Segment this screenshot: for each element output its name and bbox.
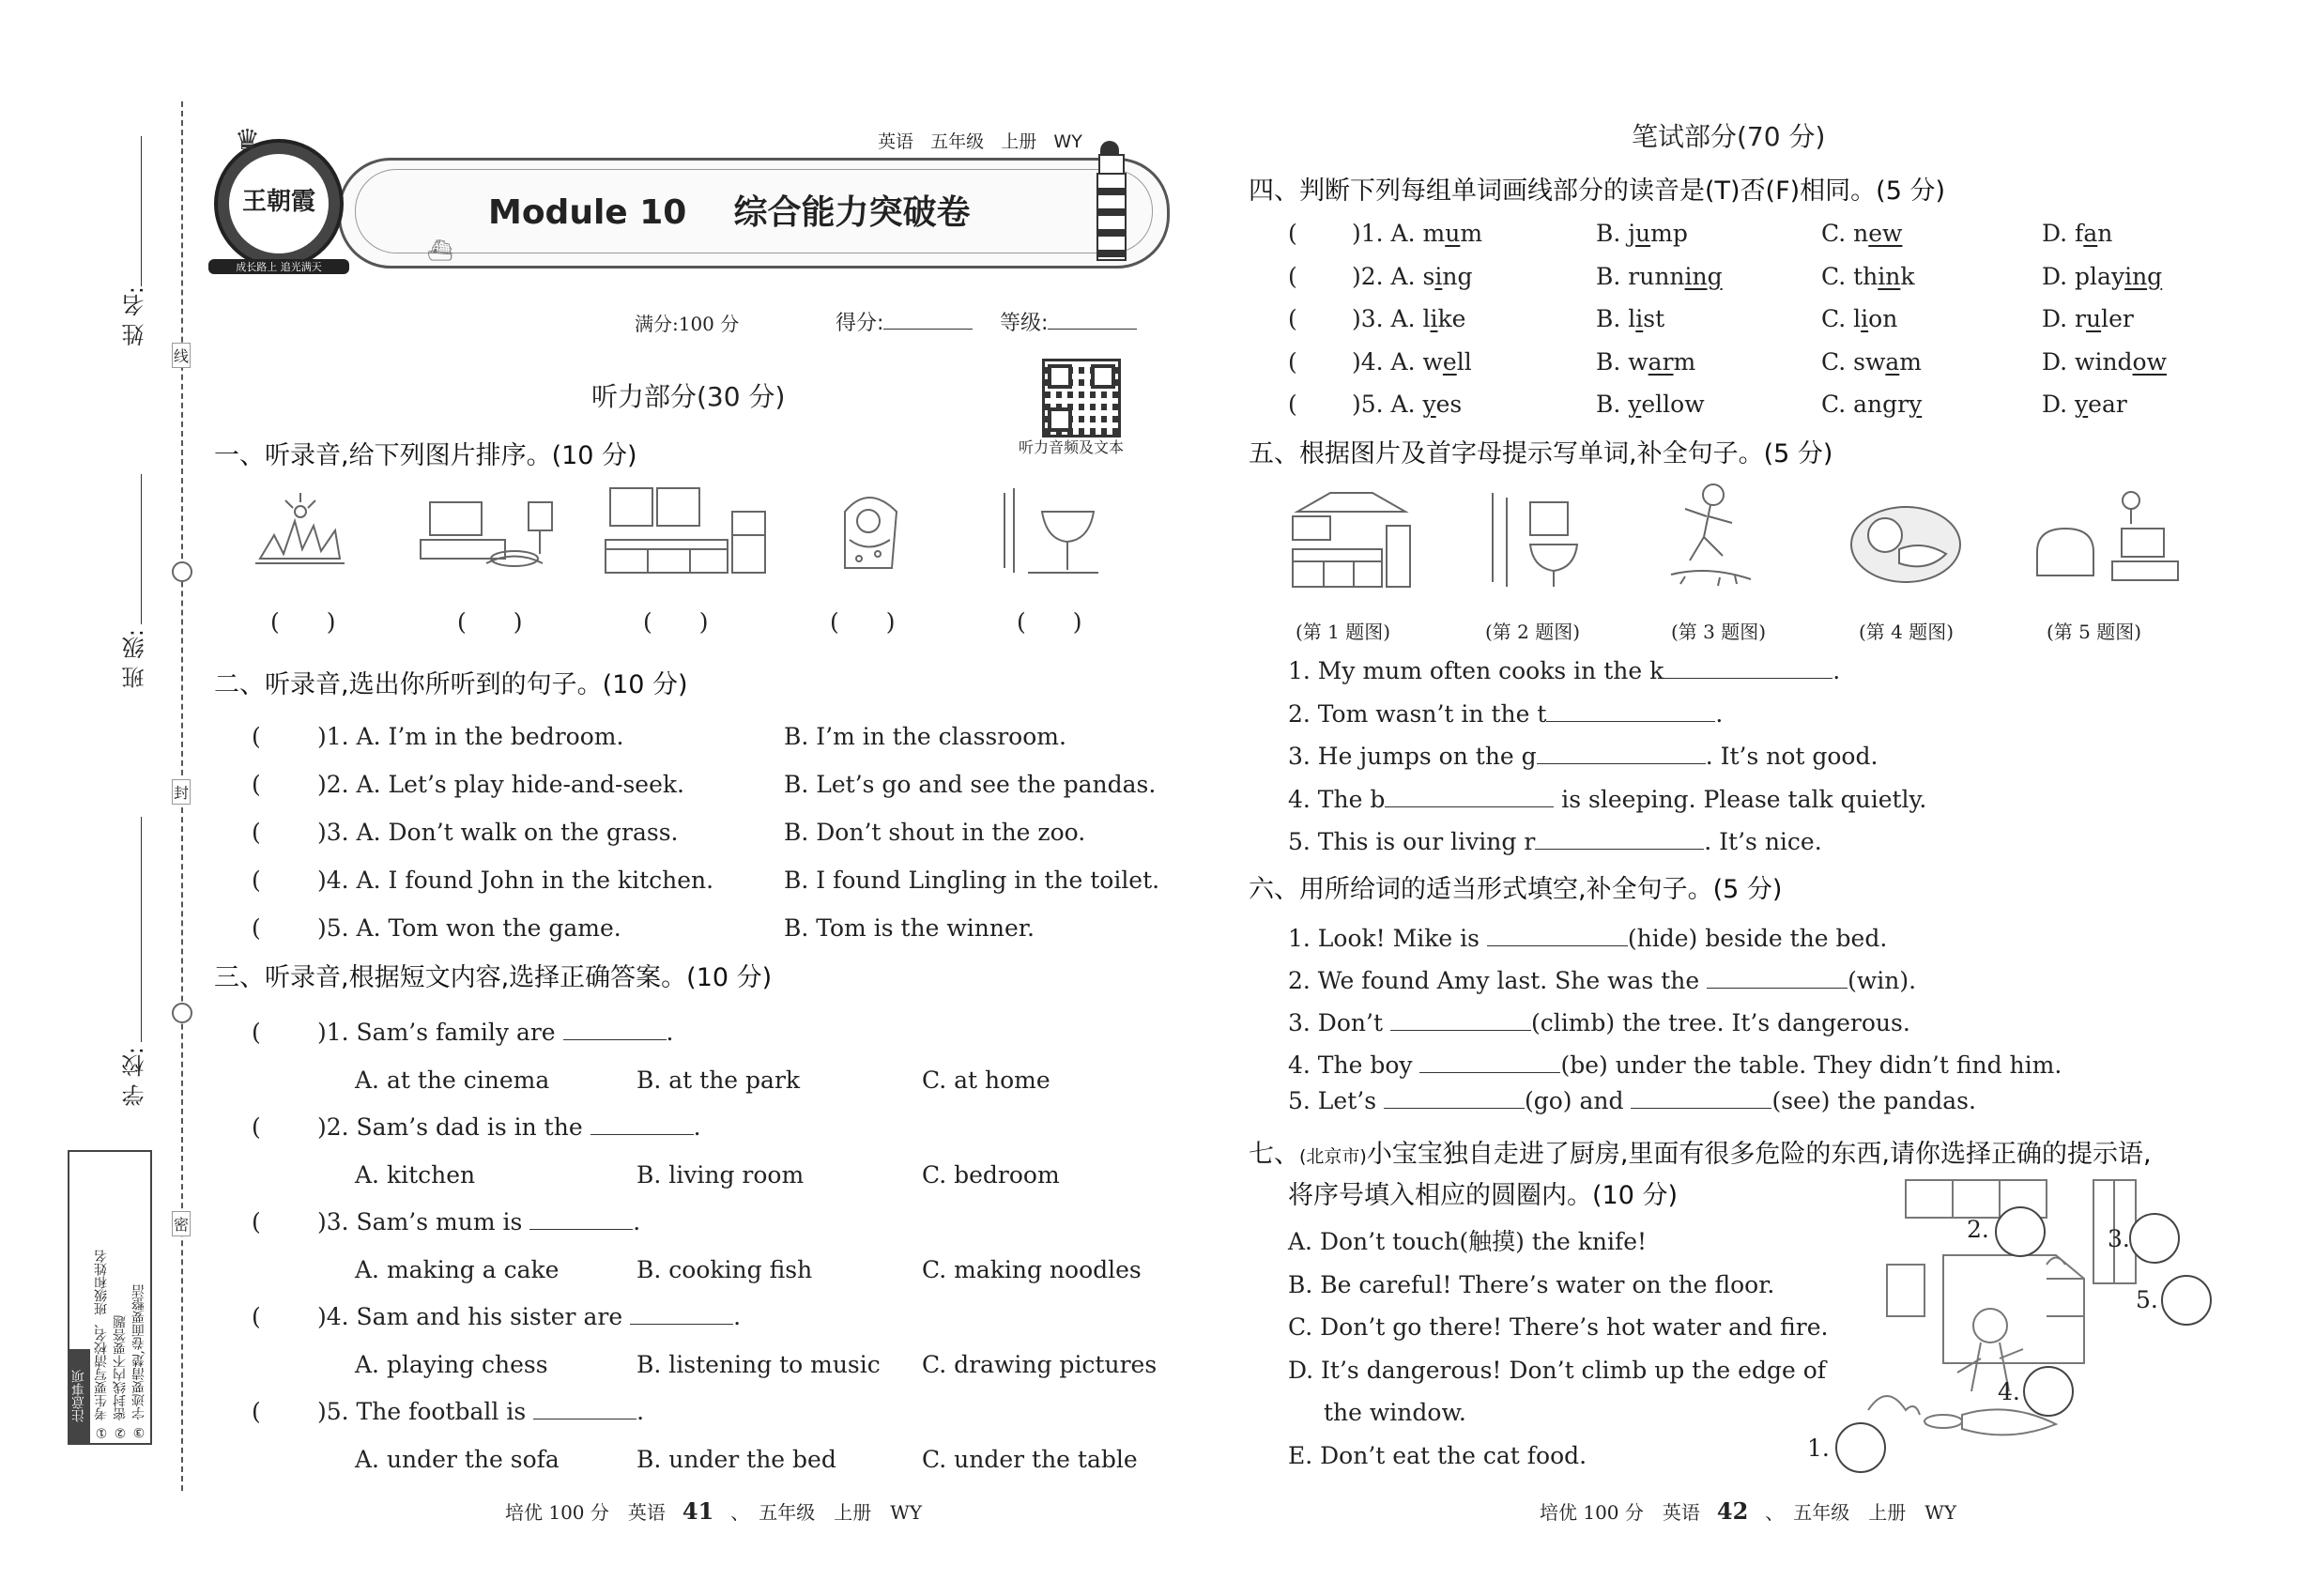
s7-circle-label-3: 3. xyxy=(2108,1225,2130,1252)
s4-word-5-c xyxy=(1821,391,1922,419)
s4-word-2-d xyxy=(2042,263,2162,291)
s2-answer-paren-4[interactable]: ( xyxy=(252,867,261,894)
s4-underlined-part: ing xyxy=(1684,262,1723,290)
s4-underlined-part: ar xyxy=(1648,347,1674,376)
s4-label: )1. A. xyxy=(1352,220,1423,247)
s3-blank-3[interactable] xyxy=(529,1208,633,1230)
s4-word-part: n xyxy=(2097,220,2113,247)
footer-left: 培优 100 分 英语 41 、 五年级 上册 WY xyxy=(505,1497,923,1525)
s4-word-part: mp xyxy=(1650,220,1688,247)
s4-word-part: B. j xyxy=(1596,220,1636,247)
s3-option-3-a: A. making a cake xyxy=(355,1256,560,1283)
s4-underlined-part: u xyxy=(2086,305,2102,332)
s3-answer-paren-4[interactable]: ( xyxy=(252,1303,261,1330)
s4-word-part: m xyxy=(1422,220,1446,247)
brand-slogan: 成长路上 追光满天 xyxy=(208,259,349,274)
footer-right: 培优 100 分 英语 42 、 五年级 上册 WY xyxy=(1540,1497,1957,1525)
s3-blank-2[interactable] xyxy=(590,1113,694,1135)
notice-item-2: ② 密封线内不要答题 xyxy=(113,1314,128,1439)
s4-underlined-part: y xyxy=(1422,391,1436,418)
school-label: 学 校: xyxy=(122,1047,148,1107)
s4-word-4-b xyxy=(1596,348,1695,376)
s4-word-part: ke xyxy=(1437,305,1466,332)
s7-circle-5[interactable] xyxy=(2161,1275,2212,1326)
s7-kitchen-picture xyxy=(1849,1175,2140,1448)
page-number-right: 42 xyxy=(1716,1497,1749,1525)
s5-blank-5[interactable] xyxy=(1535,828,1704,850)
s5-caption-3: (第 3 题图) xyxy=(1671,621,1767,643)
s2-option-b-4: B. I found Lingling in the toilet. xyxy=(784,867,1160,894)
notice-item-3: ③ 字迹要清楚,卷面要整洁 xyxy=(131,1284,146,1439)
s2-option-b-1: B. I’m in the classroom. xyxy=(784,723,1066,750)
s3-question-text: )3. Sam’s mum is xyxy=(317,1208,523,1235)
s7-circle-4[interactable] xyxy=(2023,1366,2074,1417)
s6-blank-3[interactable] xyxy=(1390,1009,1531,1031)
s4-underlined-part: i xyxy=(1861,305,1869,332)
s2-title: 二、听录音,选出你所听到的句子。(10 分) xyxy=(214,670,688,699)
s7-num: 七、 xyxy=(1249,1140,1299,1169)
s4-underlined-part: u xyxy=(1635,220,1651,247)
s4-word-part: B. w xyxy=(1596,347,1648,376)
s1-paren-4[interactable]: ( ) xyxy=(830,608,896,636)
s4-word-part: k xyxy=(1900,262,1915,290)
s5-item-text: 4. The b xyxy=(1288,785,1386,813)
s5-item-text: . It’s not good. xyxy=(1705,743,1878,770)
s6-item-1 xyxy=(1288,925,1887,953)
s4-underlined-part: i xyxy=(1434,262,1443,290)
s4-word-part: D. play xyxy=(2042,262,2125,290)
s3-answer-paren-3[interactable]: ( xyxy=(252,1208,261,1235)
s4-word-3-c xyxy=(1821,305,1897,333)
s4-underlined-part: ew xyxy=(1868,220,1903,247)
s3-question-3: )3. Sam’s mum is . xyxy=(317,1208,641,1235)
s5-item-text: . xyxy=(1832,657,1841,684)
s5-item-text: is sleeping. Please talk quietly. xyxy=(1554,785,1927,813)
s4-underlined-part: a xyxy=(1885,347,1900,376)
s2-option-b-5: B. Tom is the winner. xyxy=(784,914,1035,942)
notice-box xyxy=(68,1150,152,1445)
s5-item-text: 1. My mum often cooks in the k xyxy=(1288,657,1664,684)
s5-picture-sleeping-baby xyxy=(1848,493,1965,591)
listening-heading: 听力部分(30 分) xyxy=(591,381,786,412)
s4-word-5-b xyxy=(1596,391,1705,419)
s4-word-part: l xyxy=(1422,305,1431,332)
s6-title: 六、用所给词的适当形式填空,补全句子。(5 分) xyxy=(1249,875,1783,904)
school-line xyxy=(141,817,142,1042)
picture-toilet xyxy=(1000,483,1103,577)
s2-answer-paren-5[interactable]: ( xyxy=(252,914,261,942)
s4-underlined-part: y xyxy=(2075,391,2089,418)
s4-word-2-b xyxy=(1596,263,1723,291)
s5-blank-3[interactable] xyxy=(1537,743,1706,764)
s4-underlined-part: ow xyxy=(2132,347,2167,376)
s5-item-1 xyxy=(1288,657,1840,685)
s4-underlined-part: in xyxy=(1878,262,1901,290)
s5-item-text: . xyxy=(1715,699,1724,728)
s3-answer-paren-5[interactable]: ( xyxy=(252,1398,261,1425)
s6-item-text: 3. Don’t xyxy=(1288,1009,1390,1036)
s5-blank-2[interactable] xyxy=(1546,700,1715,722)
s6-given-word: (win) xyxy=(1848,967,1909,994)
s7-option-5: the window. xyxy=(1324,1399,1466,1426)
s4-underlined-part: ing xyxy=(2124,262,2163,290)
s4-word-part: ellow xyxy=(1641,391,1705,418)
s5-picture-jumping-boy xyxy=(1662,481,1756,591)
s4-word-part: C. l xyxy=(1821,305,1862,332)
s7-circle-label-4: 4. xyxy=(1998,1378,2020,1405)
s2-option-a-2: )2. A. Let’s play hide-and-seek. xyxy=(317,771,684,798)
page-number-left: 41 xyxy=(682,1497,714,1525)
s3-option-2-c: C. bedroom xyxy=(922,1161,1060,1189)
s4-word-part: m xyxy=(1899,347,1922,376)
s4-word-1-c xyxy=(1821,220,1902,248)
s6-item-text: under the table. They didn’t find him. xyxy=(1607,1051,2062,1079)
binding-hole-1 xyxy=(172,561,192,582)
s4-word-part: m xyxy=(1460,220,1483,247)
s1-paren-1[interactable]: ( ) xyxy=(270,608,336,636)
s2-option-a-3: )3. A. Don’t walk on the grass. xyxy=(317,819,679,846)
s1-title: 一、听录音,给下列图片排序。(10 分) xyxy=(214,441,637,470)
s3-option-4-a: A. playing chess xyxy=(355,1351,548,1378)
s6-given-word: (be) xyxy=(1560,1051,1608,1079)
s7-circle-3[interactable] xyxy=(2129,1213,2180,1264)
s4-word-part: ll xyxy=(1456,347,1472,376)
s6-item-text: . xyxy=(1909,967,1917,994)
s4-word-4-d xyxy=(2042,348,2167,376)
s3-question-4: )4. Sam and his sister are . xyxy=(317,1303,742,1330)
s5-caption-2: (第 2 题图) xyxy=(1485,621,1581,643)
picture-living-room xyxy=(411,483,561,577)
s4-word-part: D. wind xyxy=(2042,347,2133,376)
page-title xyxy=(488,186,971,234)
s4-underlined-part: y xyxy=(1909,391,1923,418)
picture-fireworks xyxy=(246,483,354,577)
s7-circle-label-5: 5. xyxy=(2136,1286,2158,1313)
s4-answer-paren-5[interactable]: ( xyxy=(1288,391,1297,418)
s4-title: 四、判断下列每组单词画线部分的读音是(T)否(F)相同。(5 分) xyxy=(1249,176,1945,206)
s3-option-1-a: A. at the cinema xyxy=(355,1067,550,1094)
s3-question-text: )4. Sam and his sister are xyxy=(317,1303,623,1330)
s3-option-1-c: C. at home xyxy=(922,1067,1050,1094)
score-got: 得分: xyxy=(836,308,973,338)
s4-word-3-a xyxy=(1352,305,1465,333)
s7-title-text: 小宝宝独自走进了厨房,里面有很多危险的东西,请你选择正确的提示语, xyxy=(1366,1140,2152,1169)
notice-title: 注意事项 xyxy=(69,1349,90,1443)
s4-word-part: w xyxy=(1422,347,1443,376)
s6-blank-2[interactable] xyxy=(1707,967,1848,989)
s6-item-3 xyxy=(1288,1009,1910,1037)
s5-caption-5: (第 5 题图) xyxy=(2047,621,2142,643)
s4-word-5-d xyxy=(2042,391,2127,419)
s4-word-part: ear xyxy=(2088,391,2127,418)
s1-paren-2[interactable]: ( ) xyxy=(457,608,523,636)
binding-hole-2 xyxy=(172,1003,192,1023)
s3-blank-5[interactable] xyxy=(533,1398,636,1420)
title-module: Module 10 xyxy=(488,193,687,232)
meta-volume: 上册 xyxy=(1001,131,1037,152)
s4-answer-paren-4[interactable]: ( xyxy=(1288,347,1297,376)
s4-word-part: D. f xyxy=(2042,220,2084,247)
s5-blank-4[interactable] xyxy=(1385,786,1554,807)
s3-question-5: )5. The football is . xyxy=(317,1398,645,1425)
s4-label: )3. A. xyxy=(1352,305,1423,332)
s3-blank-4[interactable] xyxy=(630,1303,733,1325)
s4-word-2-c xyxy=(1821,263,1915,291)
s4-word-3-d xyxy=(2042,305,2134,333)
s4-word-part: s xyxy=(1422,262,1435,290)
s3-title: 三、听录音,根据短文内容,选择正确答案。(10 分) xyxy=(214,963,773,992)
s4-label: )4. A. xyxy=(1352,347,1423,376)
s6-item-2 xyxy=(1288,967,1916,995)
s6-blank-5b[interactable] xyxy=(1631,1087,1771,1109)
s2-answer-paren-3[interactable]: ( xyxy=(252,819,261,846)
s4-word-part: D. xyxy=(2042,391,2076,418)
meta-subject: 英语 xyxy=(878,131,914,152)
s2-answer-paren-2[interactable]: ( xyxy=(252,771,261,798)
s5-title: 五、根据图片及首字母提示写单词,补全句子。(5 分) xyxy=(1249,439,1833,468)
s3-option-3-c: C. making noodles xyxy=(922,1256,1142,1283)
score-full: 满分:100 分 xyxy=(635,313,740,335)
qr-caption: 听力音频及文本 xyxy=(1019,438,1125,456)
s4-answer-paren-3[interactable]: ( xyxy=(1288,305,1297,332)
s4-word-1-b xyxy=(1596,220,1688,248)
brand-crown-icon: ♛ xyxy=(235,124,260,157)
s4-word-part: st xyxy=(1643,305,1665,332)
s5-item-3 xyxy=(1288,743,1878,771)
brand-logo xyxy=(214,139,344,273)
s6-item-text: 2. We found Amy last. She was the xyxy=(1288,967,1708,994)
title-cn: 综合能力突破卷 xyxy=(733,193,971,232)
s4-word-part: C. th xyxy=(1821,262,1878,290)
grade-level: 等级: xyxy=(1000,308,1137,338)
s1-paren-5[interactable]: ( ) xyxy=(1017,608,1082,636)
s5-caption-4: (第 4 题图) xyxy=(1859,621,1955,643)
name-line xyxy=(141,136,142,286)
s1-paren-3[interactable]: ( ) xyxy=(643,608,709,636)
s7-tag: (北京市) xyxy=(1299,1146,1367,1167)
s3-option-5-c: C. under the table xyxy=(922,1446,1138,1473)
s3-question-text: )5. The football is xyxy=(317,1398,527,1425)
s4-word-4-a xyxy=(1352,348,1472,376)
s7-circle-1[interactable] xyxy=(1835,1422,1886,1473)
s2-option-a-1: )1. A. I’m in the bedroom. xyxy=(317,723,624,750)
writing-heading: 笔试部分(70 分) xyxy=(1632,121,1826,152)
s4-word-part: on xyxy=(1868,305,1898,332)
class-line xyxy=(141,474,142,624)
s3-question-2: )2. Sam’s dad is in the . xyxy=(317,1113,701,1141)
s4-answer-paren-1[interactable]: ( xyxy=(1288,220,1297,247)
s5-item-text: 2. Tom wasn’t in the t xyxy=(1288,699,1547,728)
header-meta xyxy=(878,128,1082,153)
picture-kitchen xyxy=(601,483,774,577)
cut-line-char-2: 封 xyxy=(172,779,191,805)
class-label: 班 级: xyxy=(122,629,148,689)
s4-label: )5. A. xyxy=(1352,391,1423,418)
s4-word-5-a xyxy=(1352,391,1462,419)
s4-word-1-a xyxy=(1352,220,1482,248)
s4-word-3-b xyxy=(1596,305,1664,333)
s5-blank-1[interactable] xyxy=(1664,657,1832,679)
s6-given-word: (hide) xyxy=(1627,925,1698,952)
s6-item-text: 4. The boy xyxy=(1288,1051,1420,1079)
s4-underlined-part: i xyxy=(1635,305,1644,332)
notice-item-1: ① 考生要写清校名、班级和姓名 xyxy=(94,1249,109,1439)
s3-option-4-c: C. drawing pictures xyxy=(922,1351,1158,1378)
s3-question-text: )1. Sam’s family are xyxy=(317,1019,556,1046)
s4-word-4-c xyxy=(1821,348,1922,376)
s2-option-b-2: B. Let’s go and see the pandas. xyxy=(784,771,1157,798)
s4-word-part: C. sw xyxy=(1821,347,1886,376)
s6-given-word: (climb) xyxy=(1530,1009,1616,1036)
s3-option-2-b: B. living room xyxy=(636,1161,805,1189)
s4-answer-paren-2[interactable]: ( xyxy=(1288,262,1297,290)
s4-word-part: m xyxy=(1673,347,1696,376)
s4-word-part: ler xyxy=(2101,305,2134,332)
s3-option-5-a: A. under the sofa xyxy=(355,1446,560,1473)
s3-blank-1[interactable] xyxy=(563,1019,667,1040)
s4-underlined-part: y xyxy=(1628,391,1642,418)
s3-question-1: )1. Sam’s family are . xyxy=(317,1019,674,1046)
qr-code-icon[interactable] xyxy=(1042,359,1121,437)
lighthouse-icon xyxy=(1091,141,1128,258)
s6-item-5: 5. Let’s (go) and (see) the pandas. xyxy=(1288,1087,1976,1114)
s5-item-4 xyxy=(1288,786,1926,814)
s6-item-text: the tree. It’s dangerous. xyxy=(1615,1009,1910,1036)
cut-line-char-3: 密 xyxy=(172,1211,191,1236)
s7-option-3: C. Don’t go there! There’s hot water and fire. xyxy=(1288,1313,1829,1341)
s2-option-b-3: B. Don’t shout in the zoo. xyxy=(784,819,1086,846)
s5-picture-toilet xyxy=(1488,488,1591,591)
s7-option-6: E. Don’t eat the cat food. xyxy=(1288,1441,1587,1469)
s3-option-1-b: B. at the park xyxy=(636,1067,801,1094)
s4-word-1-d xyxy=(2042,220,2112,248)
s5-caption-1: (第 1 题图) xyxy=(1296,621,1391,643)
s5-item-2 xyxy=(1288,700,1723,729)
s5-item-text: 5. This is our living r xyxy=(1288,828,1536,855)
s7-circle-label-1: 1. xyxy=(1807,1435,1830,1462)
meta-grade: 五年级 xyxy=(930,131,985,152)
s6-item-4 xyxy=(1288,1051,2062,1080)
picture-hiding-girl xyxy=(817,483,920,577)
s6-item-text: 1. Look! Mike is xyxy=(1288,925,1487,952)
s5-item-text: 3. He jumps on the g xyxy=(1288,743,1537,770)
s4-word-2-a xyxy=(1352,263,1472,291)
s3-option-3-b: B. cooking fish xyxy=(636,1256,813,1283)
s4-word-part: D. r xyxy=(2042,305,2086,332)
s4-underlined-part: a xyxy=(2083,220,2098,247)
s4-underlined-part: i xyxy=(1430,305,1438,332)
s2-answer-paren-1[interactable]: ( xyxy=(252,723,261,750)
s5-item-text: . It’s nice. xyxy=(1704,828,1822,855)
cut-line-char-1: 线 xyxy=(172,343,191,368)
s5-picture-living-room xyxy=(2028,486,2183,591)
s2-option-a-4: )4. A. I found John in the kitchen. xyxy=(317,867,714,894)
s5-item-5 xyxy=(1288,828,1822,856)
s3-answer-paren-1[interactable]: ( xyxy=(252,1019,261,1046)
s4-word-part: B. runn xyxy=(1596,262,1685,290)
s4-word-part: B. l xyxy=(1596,305,1636,332)
s4-word-part: ng xyxy=(1442,262,1473,290)
meta-edition: WY xyxy=(1053,131,1082,152)
s4-underlined-part: u xyxy=(1445,220,1461,247)
s4-word-part: es xyxy=(1435,391,1463,418)
s3-answer-paren-2[interactable]: ( xyxy=(252,1113,261,1141)
s6-blank-1[interactable] xyxy=(1487,925,1628,946)
ship-icon: ⛴ xyxy=(427,239,453,263)
s3-option-4-b: B. listening to music xyxy=(636,1351,881,1378)
s6-blank-5a[interactable] xyxy=(1384,1087,1525,1109)
s3-option-2-a: A. kitchen xyxy=(355,1161,476,1189)
s4-word-part: C. n xyxy=(1821,220,1869,247)
s6-blank-4[interactable] xyxy=(1419,1051,1560,1073)
brand-name: 王朝霞 xyxy=(241,188,315,216)
s3-question-text: )2. Sam’s dad is in the xyxy=(317,1113,583,1141)
s5-picture-kitchen xyxy=(1288,488,1415,591)
s7-circle-label-2: 2. xyxy=(1967,1216,1989,1243)
s2-option-a-5: )5. A. Tom won the game. xyxy=(317,914,621,942)
s4-word-part: C. angr xyxy=(1821,391,1909,418)
s7-title-line2: 将序号填入相应的圆圈内。(10 分) xyxy=(1288,1181,1679,1210)
s3-option-5-b: B. under the bed xyxy=(636,1446,836,1473)
s6-item-text: beside the bed. xyxy=(1697,925,1888,952)
s4-word-part: B. xyxy=(1596,391,1629,418)
s7-circle-2[interactable] xyxy=(1995,1206,2046,1257)
name-label: 姓 名: xyxy=(122,286,148,346)
s7-option-1: A. Don’t touch(触摸) the knife! xyxy=(1288,1228,1648,1255)
s7-option-2: B. Be careful! There’s water on the floor. xyxy=(1288,1270,1775,1298)
s4-underlined-part: e xyxy=(1442,347,1457,376)
s7-option-4: D. It’s dangerous! Don’t climb up the edge of xyxy=(1288,1356,1826,1384)
s4-label: )2. A. xyxy=(1352,262,1423,290)
s7-title xyxy=(1249,1140,2152,1172)
